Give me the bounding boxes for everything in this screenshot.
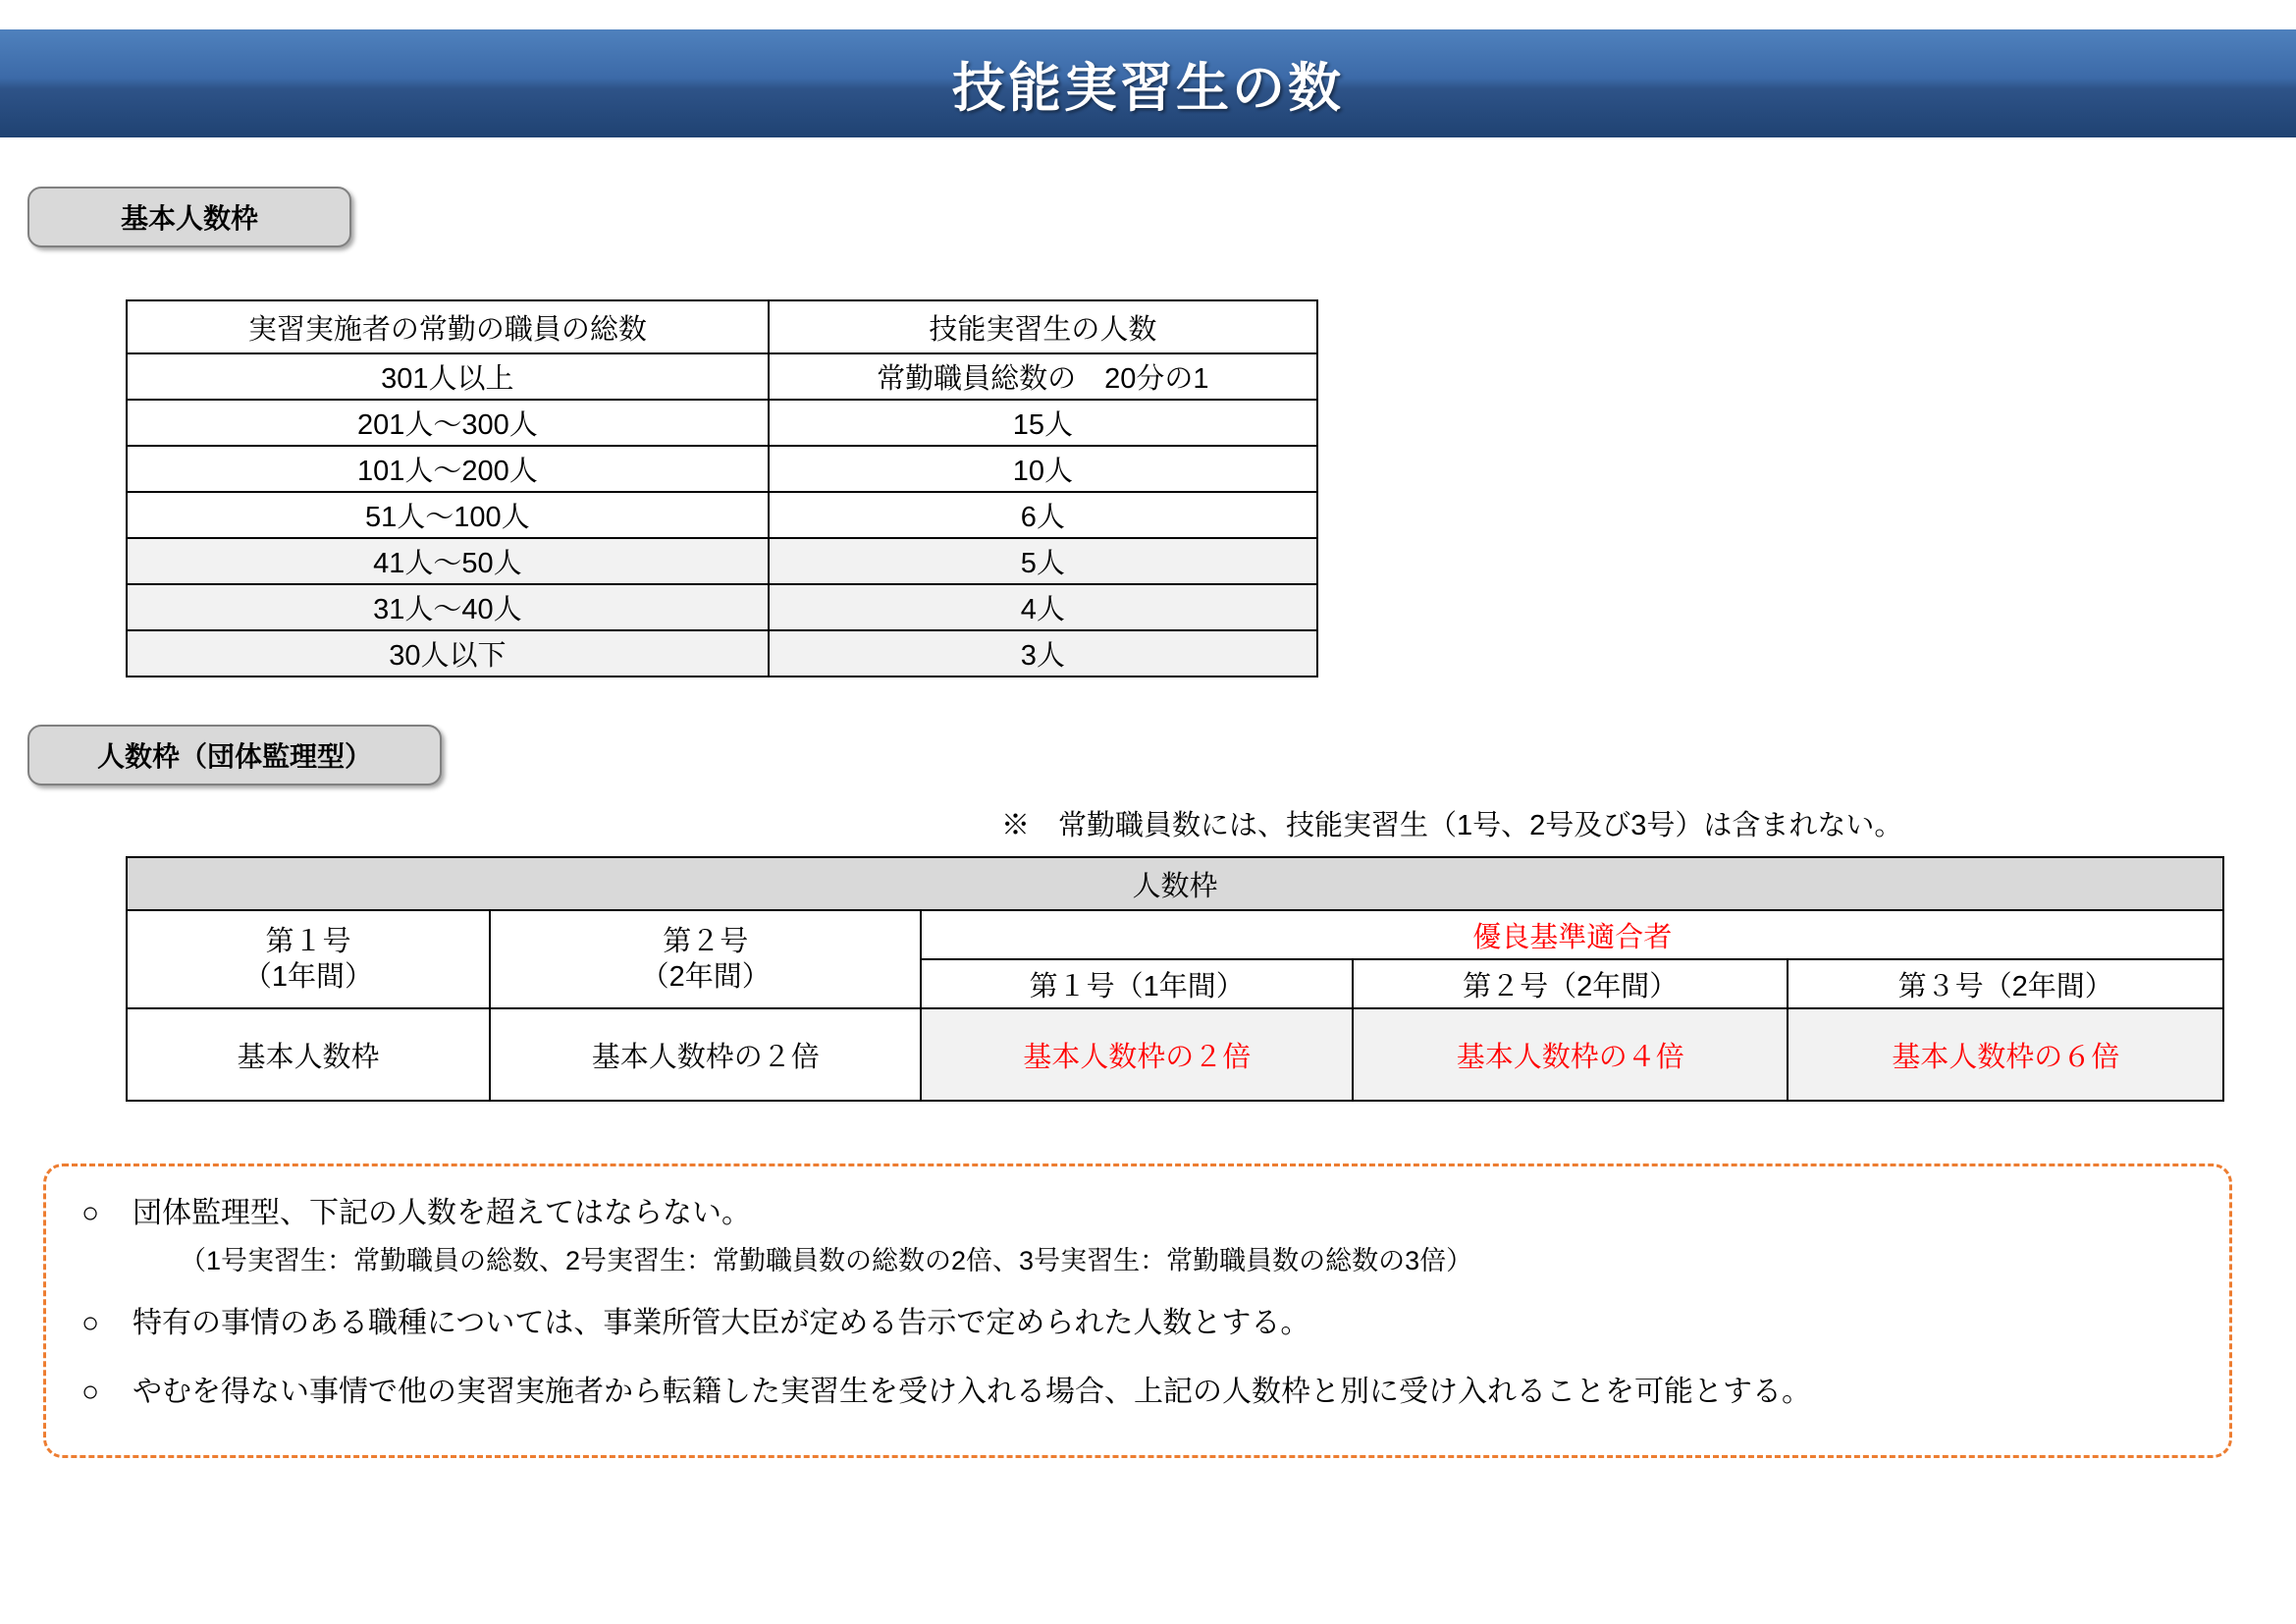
value-excellent-no2: 基本人数枠の４倍 bbox=[1353, 1008, 1788, 1101]
value-excellent-no3: 基本人数枠の６倍 bbox=[1788, 1008, 2223, 1101]
note-item-2-text: 特有の事情のある職種については、事業所管大臣が定める告示で定められた人数とする。 bbox=[133, 1306, 1310, 1339]
notes-box bbox=[43, 1164, 2232, 1458]
cell-trainees: 3人 bbox=[769, 630, 1317, 677]
table-row bbox=[127, 353, 1317, 400]
page-title-bar bbox=[0, 29, 2296, 137]
table-header-row-top bbox=[127, 857, 2223, 910]
cell-staff: 30人以下 bbox=[127, 630, 769, 677]
page-title: 技能実習生の数 bbox=[952, 58, 1344, 118]
table-row bbox=[127, 446, 1317, 492]
cell-trainees: 15人 bbox=[769, 400, 1317, 446]
value-no2: 基本人数枠の２倍 bbox=[490, 1008, 922, 1101]
note-item-2 bbox=[81, 1304, 2194, 1344]
group-quota-table bbox=[126, 856, 2224, 1102]
cell-trainees: 5人 bbox=[769, 538, 1317, 584]
header-no2 bbox=[490, 910, 922, 1008]
basic-quota-table bbox=[126, 299, 1318, 677]
circle-bullet-icon: ○ bbox=[81, 1306, 100, 1339]
note-item-1-text: 団体監理型、下記の人数を超えてはならない。 bbox=[133, 1197, 751, 1229]
cell-trainees: 10人 bbox=[769, 446, 1317, 492]
table-row bbox=[127, 492, 1317, 538]
section-label-group-quota: 人数枠（団体監理型） bbox=[27, 725, 442, 785]
cell-staff: 201人〜300人 bbox=[127, 400, 769, 446]
value-excellent-no1: 基本人数枠の２倍 bbox=[921, 1008, 1353, 1101]
cell-trainees: 4人 bbox=[769, 584, 1317, 630]
cell-staff: 101人〜200人 bbox=[127, 446, 769, 492]
table-row bbox=[127, 538, 1317, 584]
header-no1-line1: 第１号 bbox=[265, 925, 351, 957]
header-no2-line1: 第２号 bbox=[663, 925, 749, 957]
cell-trainees: 常勤職員総数の 20分の1 bbox=[769, 353, 1317, 400]
header-excellent-no3: 第３号（2年間） bbox=[1788, 959, 2223, 1008]
note-item-3 bbox=[81, 1373, 2194, 1413]
note-item-1 bbox=[81, 1194, 2194, 1234]
header-excellent-no1: 第１号（1年間） bbox=[921, 959, 1353, 1008]
header-no1-line2: （1年間） bbox=[242, 961, 374, 993]
header-no1 bbox=[127, 910, 490, 1008]
cell-trainees: 6人 bbox=[769, 492, 1317, 538]
note-item-1-sub: （1号実習生：常勤職員の総数、2号実習生：常勤職員数の総数の2倍、3号実習生：常勤職員数の総数の3倍） bbox=[180, 1245, 1473, 1275]
cell-staff: 31人〜40人 bbox=[127, 584, 769, 630]
value-no1: 基本人数枠 bbox=[127, 1008, 490, 1101]
table-row bbox=[127, 630, 1317, 677]
circle-bullet-icon: ○ bbox=[81, 1376, 100, 1409]
column-header-staff-total: 実習実施者の常勤の職員の総数 bbox=[127, 300, 769, 353]
cell-staff: 51人〜100人 bbox=[127, 492, 769, 538]
header-quota-total: 人数枠 bbox=[127, 857, 2223, 910]
header-no2-line2: （2年間） bbox=[640, 961, 771, 993]
header-excellent-no2: 第２号（2年間） bbox=[1353, 959, 1788, 1008]
cell-staff: 41人〜50人 bbox=[127, 538, 769, 584]
column-header-trainee-count: 技能実習生の人数 bbox=[769, 300, 1317, 353]
circle-bullet-icon: ○ bbox=[81, 1197, 100, 1229]
section-label-basic-quota: 基本人数枠 bbox=[27, 187, 351, 247]
table-row-values bbox=[127, 1008, 2223, 1101]
table-row bbox=[127, 584, 1317, 630]
table-row bbox=[127, 400, 1317, 446]
table-header-row-mid bbox=[127, 910, 2223, 959]
table-header-row bbox=[127, 300, 1317, 353]
note-fulltime-staff: ※ 常勤職員数には、技能実習生（1号、2号及び3号）は含まれない。 bbox=[1001, 810, 1903, 841]
cell-staff: 301人以上 bbox=[127, 353, 769, 400]
header-excellent-standard: 優良基準適合者 bbox=[921, 910, 2223, 959]
note-item-3-text: やむを得ない事情で他の実習実施者から転籍した実習生を受け入れる場合、上記の人数枠と別に受け入れることを可能とする。 bbox=[133, 1376, 1811, 1409]
